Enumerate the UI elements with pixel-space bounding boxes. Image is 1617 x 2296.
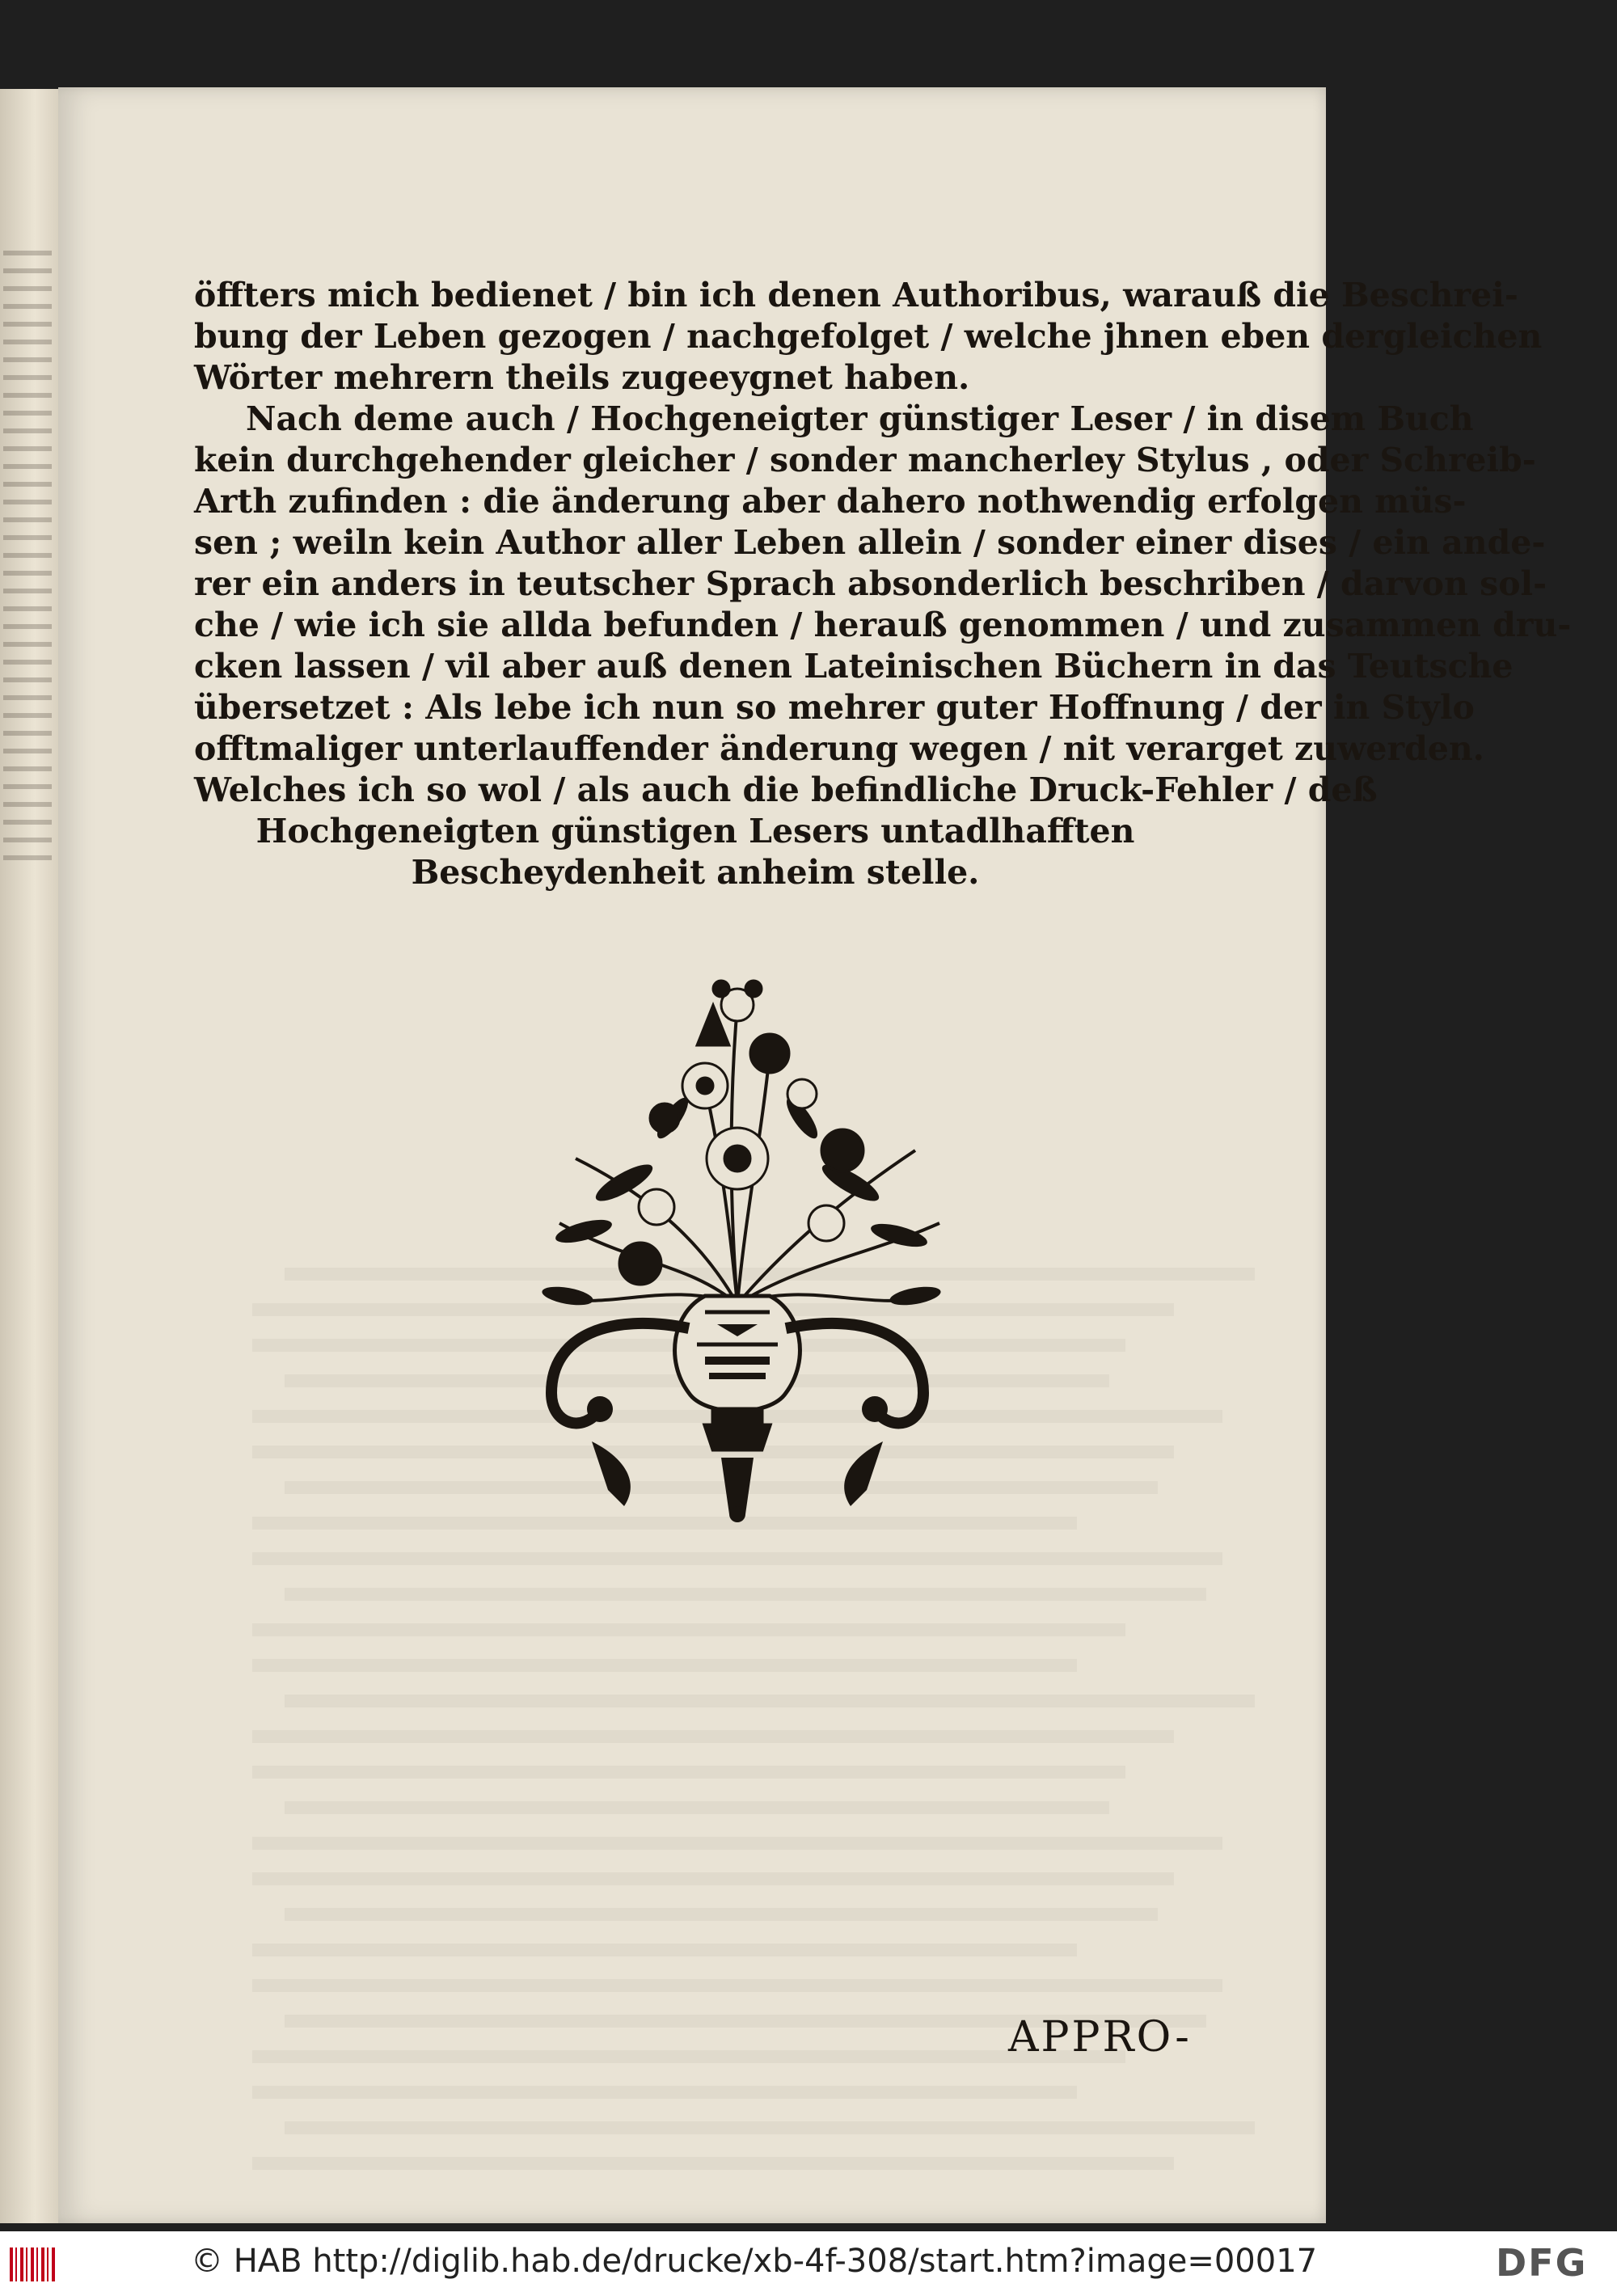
bleed-line	[285, 1695, 1255, 1707]
text-line: Arth zufinden : die änderung aber dahero nothwendig erfolgen müs-	[194, 482, 1467, 521]
bleed-line	[252, 1837, 1222, 1850]
bleed-line	[252, 1766, 1125, 1779]
bleed-line	[285, 1801, 1109, 1814]
left-page-text-fragment	[3, 251, 52, 865]
text-line: Wörter mehrern theils zugeeygnet haben.	[194, 358, 970, 397]
bleed-line	[252, 1979, 1222, 1992]
left-page-edge	[0, 89, 58, 2223]
bleed-line	[285, 1908, 1158, 1921]
barcode-icon	[10, 2247, 55, 2281]
bleed-line	[285, 2121, 1255, 2134]
text-line: cken lassen / vil aber auß denen Lateinischen Büchern in das Teutsche	[194, 647, 1514, 686]
copyright-link[interactable]: © HAB http://diglib.hab.de/drucke/xb-4f-308/start.htm?image=00017	[191, 2243, 1318, 2280]
flower-vase-ornament-icon	[462, 956, 1012, 1522]
bleed-line	[252, 2157, 1174, 2170]
text-line: bung der Leben gezogen / nachgefolget / welche jhnen eben dergleichen	[194, 317, 1543, 356]
bleed-line	[252, 1872, 1174, 1885]
text-line: kein durchgehender gleicher / sonder mancherley Stylus , oder Schreib-	[194, 441, 1536, 479]
bleed-line	[252, 2050, 1125, 2063]
bleed-line	[252, 1944, 1077, 1956]
catchword: APPRO-	[1008, 2013, 1192, 2062]
bleed-line	[252, 1623, 1125, 1636]
text-line: che / wie ich sie allda befunden / herauß genommen / und zusammen dru-	[194, 606, 1572, 644]
book-page	[58, 87, 1572, 2223]
text-line: Bescheydenheit anheim stelle.	[411, 853, 980, 892]
bleed-line	[252, 1730, 1174, 1743]
bleed-line	[285, 1588, 1206, 1601]
page-text	[194, 275, 1572, 893]
dfg-logo: DFG	[1496, 2241, 1588, 2285]
bleed-line	[252, 1552, 1222, 1565]
text-line: rer ein anders in teutscher Sprach absonderlich beschriben / darvon sol-	[194, 564, 1547, 603]
bleed-line	[252, 2086, 1077, 2099]
text-line: Welches ich so wol / als auch die befindliche Druck-Fehler / deß	[194, 770, 1378, 809]
text-line: Hochgeneigten günstigen Lesers untadlhafften	[255, 812, 1135, 850]
text-line: offtmaliger unterlauffender änderung wegen / nit verarget zuwerden.	[194, 729, 1484, 768]
text-line: übersetzet : Als lebe ich nun so mehrer guter Hoffnung / der in Stylo	[194, 688, 1475, 727]
text-line: sen ; weiln kein Author aller Leben allein / sonder einer dises / ein ande-	[194, 523, 1546, 562]
text-line: öffters mich bedienet / bin ich denen Authoribus, warauß die Beschrei-	[194, 276, 1518, 314]
footer-bar	[0, 2231, 1617, 2296]
text-line: Nach deme auch / Hochgeneigter günstiger Leser / in disem Buch	[246, 399, 1474, 438]
bleed-line	[252, 1659, 1077, 1672]
